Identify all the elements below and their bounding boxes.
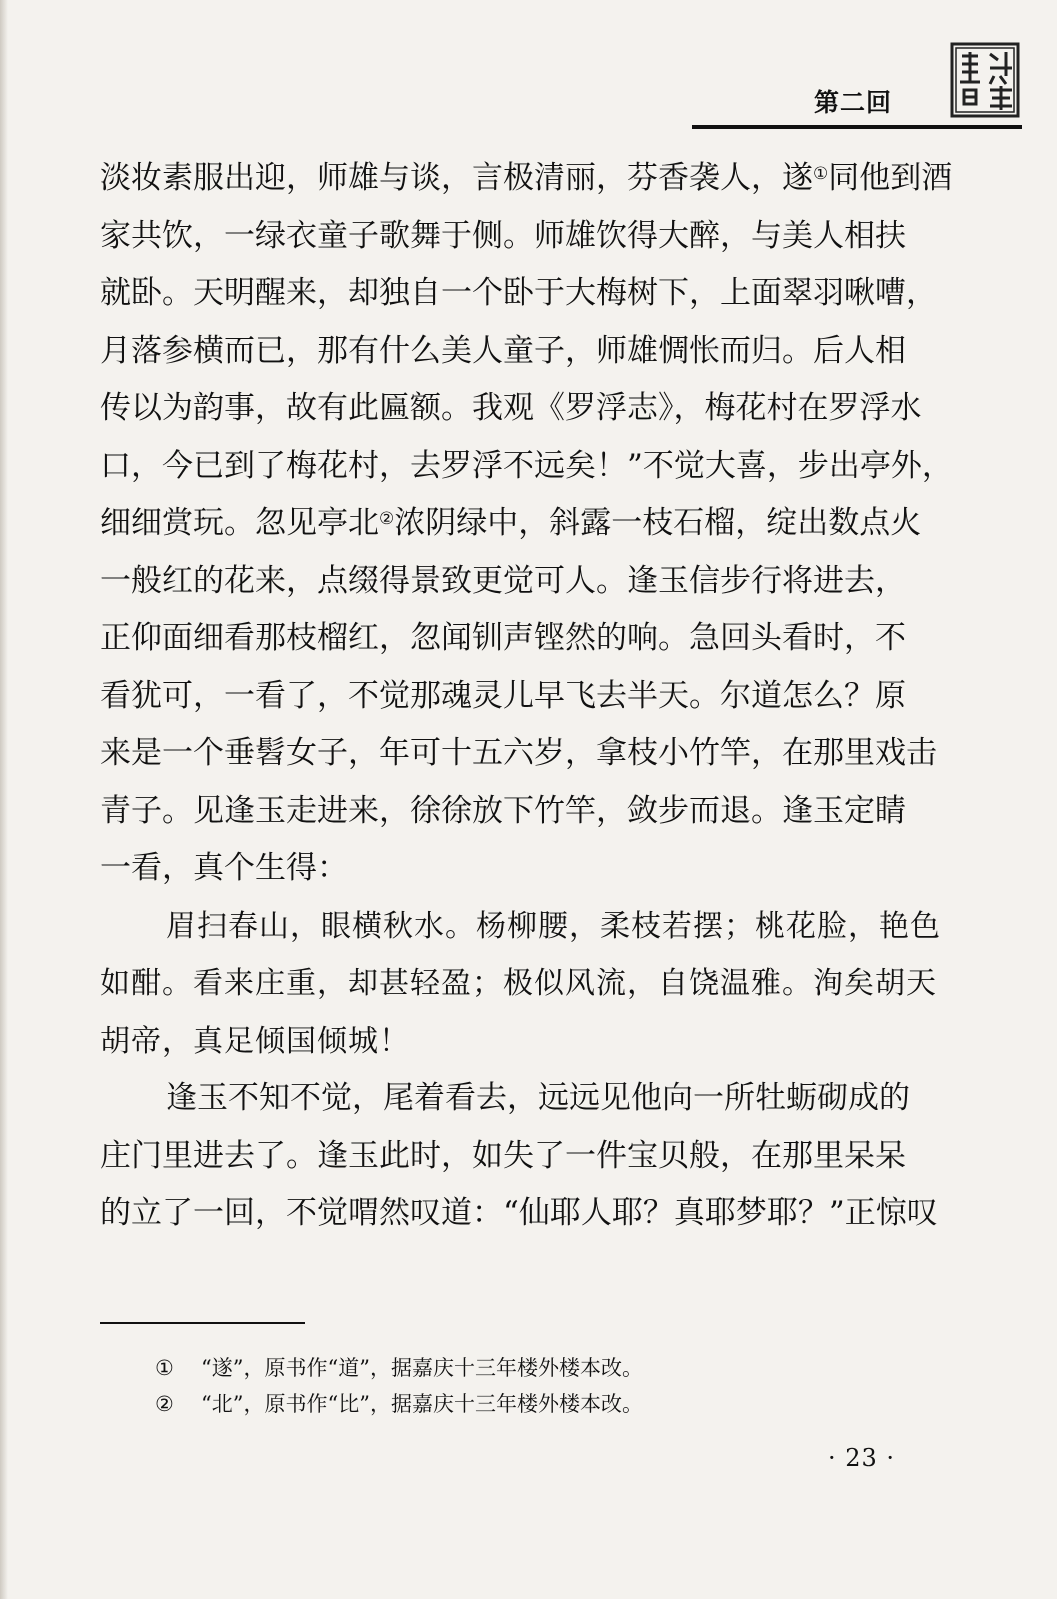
verse-passage — [100, 898, 941, 1071]
footnote-ref[interactable]: ① — [813, 164, 829, 184]
text-line: 青子。见逢玉走进来，徐徐放下竹竿，敛步而退。逢玉定睛 — [100, 792, 906, 829]
text-line: 庄门里进去了。逢玉此时，如失了一件宝贝般，在那里呆呆 — [100, 1137, 906, 1174]
text-line: 看犹可，一看了，不觉那魂灵儿早飞去半天。尔道怎么？原 — [100, 677, 906, 714]
text-line: 的立了一回，不觉喟然叹道：“仙耶人耶？真耶梦耶？”正惊叹 — [100, 1195, 938, 1231]
footnote-mark: ① — [155, 1356, 174, 1380]
text-line: 来是一个垂髫女子，年可十五六岁，拿枝小竹竿，在那里戏击 — [100, 735, 937, 771]
chapter-title: 第二回 — [813, 88, 892, 117]
footnote-divider — [100, 1322, 305, 1324]
text-line: 正仰面细看那枝榴红，忽闻钏声铿然的响。急回头看时，不 — [100, 620, 906, 656]
text-line: 就卧。天明醒来，却独自一个卧于大梅树下，上面翠羽啾嘈， — [100, 275, 937, 311]
main-text — [100, 150, 953, 1243]
verse-line: 如酣。看来庄重，却甚轻盈；极似风流，自饶温雅。洵矣胡天 — [100, 966, 937, 1001]
footnotes — [155, 1350, 643, 1422]
seal-stamp — [950, 42, 1020, 118]
footnote-text: “北”，原书作“比”，据嘉庆十三年楼外楼本改。 — [201, 1392, 643, 1416]
footnote-ref[interactable]: ② — [379, 509, 395, 529]
header-rule — [692, 125, 1022, 129]
text-line: 传以为韵事，故有此匾额。我观《罗浮志》，梅花村在罗浮水 — [100, 390, 922, 426]
text-line: 逢玉不知不觉，尾着看去，远远见他向一所牡蛎砌成的 — [166, 1080, 910, 1116]
text-line: 细细赏玩。忽见亭北②浓阴绿中，斜露一枝石榴，绽出数点火 — [100, 505, 922, 541]
verse-line: 眉扫春山，眼横秋水。杨柳腰，柔枝若摆；桃花脸，艳色 — [166, 908, 941, 944]
text-line: 一般红的花来，点缀得景致更觉可人。逢玉信步行将进去， — [100, 562, 906, 599]
verse-line: 胡帝，真足倾国倾城！ — [100, 1023, 410, 1059]
footnote-item — [155, 1386, 643, 1422]
footnote-text: “遂”，原书作“道”，据嘉庆十三年楼外楼本改。 — [201, 1356, 643, 1380]
footnote-mark: ② — [155, 1392, 174, 1416]
binding-edge — [0, 0, 8, 1599]
text-line: 一看，真个生得： — [100, 850, 348, 886]
text-line: 月落参横而已，那有什么美人童子，师雄惆怅而归。后人相 — [100, 332, 906, 369]
text-line: 家共饮，一绿衣童子歌舞于侧。师雄饮得大醉，与美人相扶 — [100, 217, 906, 254]
footnote-item — [155, 1350, 643, 1386]
text-line: 淡妆素服出迎，师雄与谈，言极清丽，芬香袭人，遂①同他到酒 — [100, 160, 953, 196]
text-line: 口，今已到了梅花村，去罗浮不远矣！”不觉大喜，步出亭外， — [100, 447, 953, 484]
page-number: · 23 · — [827, 1444, 895, 1472]
